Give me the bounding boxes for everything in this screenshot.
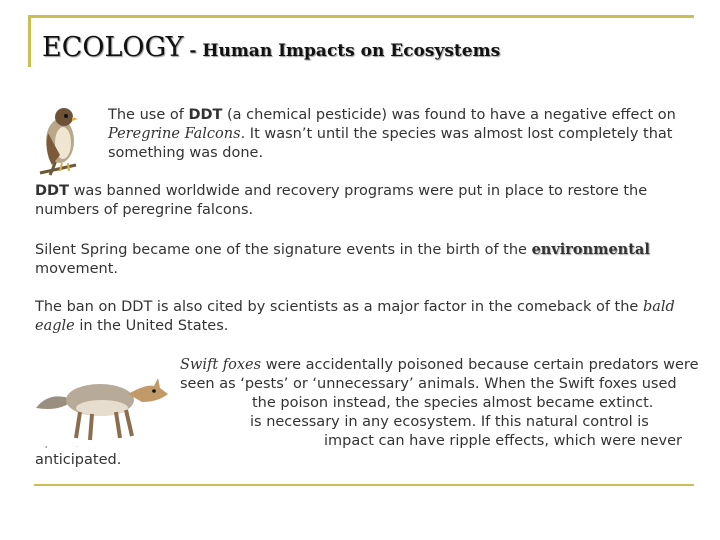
- p3-environmental-term: environmental: [531, 241, 650, 258]
- slide-title: [42, 32, 500, 63]
- p5-line1-rest: were accidentally poisoned because certain predators were: [261, 357, 699, 373]
- p1-peregrine-falcons: Peregrine Falcons: [108, 126, 241, 142]
- p2-ddt-term: DDT: [35, 183, 69, 199]
- frame-bottom-rule: [34, 484, 694, 486]
- p1-ddt-term: DDT: [188, 107, 223, 123]
- title-subtitle: - Human Impacts on Ecosystems: [183, 41, 501, 61]
- p5-swift-foxes: Swift foxes: [180, 357, 262, 373]
- p5-line-2: seen as ‘pests’ or ‘unnecessary’ animals. When the Swift foxes used: [180, 376, 677, 392]
- p3-text-after: movement.: [35, 261, 119, 277]
- paragraph-silent-spring: [35, 240, 685, 279]
- p1-text-before: The use of: [108, 107, 189, 123]
- p5-line-4: is necessary in any ecosystem. If this natural control is: [250, 414, 649, 430]
- paragraph-peregrine: [108, 106, 688, 163]
- p4-bald-eagle: bald eagle: [35, 299, 675, 334]
- paragraph-bald-eagle: [35, 298, 685, 336]
- p4-text-after: in the United States.: [74, 318, 229, 334]
- p1-text-rest: . It wasn’t until the species was almost lost completely that something was done.: [108, 126, 673, 161]
- p2-text-rest: was banned worldwide and recovery programs were put in place to restore the numbers of peregrine falcons.: [35, 183, 648, 218]
- frame-left-rule: [28, 15, 31, 67]
- p1-text-after: (a chemical pesticide) was found to have a negative effect on: [222, 107, 676, 123]
- p4-text-before: The ban on DDT is also cited by scientists as a major factor in the comeback of the: [35, 299, 643, 315]
- swift-fox-image: [30, 356, 176, 446]
- peregrine-falcon-image: [36, 103, 88, 179]
- p5-line-5: impact can have ripple effects, which were never: [324, 433, 682, 449]
- paragraph-ddt-ban: [35, 182, 685, 220]
- title-main: ECOLOGY: [42, 32, 184, 63]
- p5-line-1: [180, 356, 699, 375]
- p3-text-before: Silent Spring became one of the signature events in the birth of the: [35, 242, 532, 258]
- p5-line-3: the poison instead, the species almost became extinct.: [252, 395, 654, 411]
- frame-top-rule: [28, 15, 694, 18]
- p5-final-word: anticipated.: [35, 452, 122, 468]
